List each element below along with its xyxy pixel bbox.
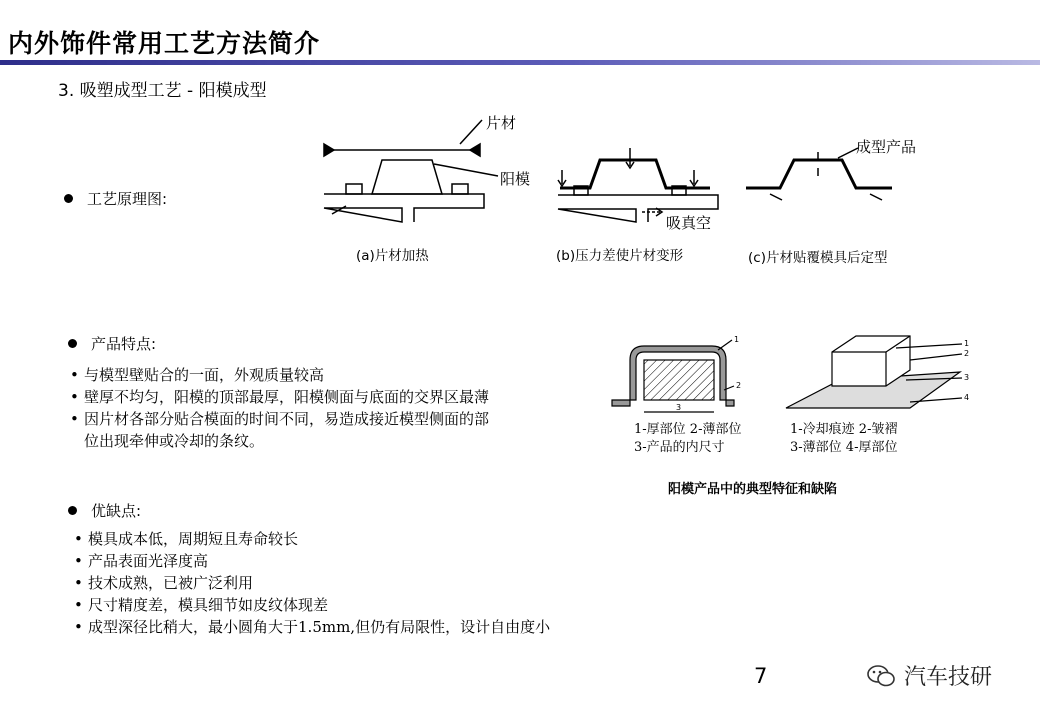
proscons-heading-text: 优缺点: [91, 502, 142, 520]
list-item: • 模具成本低，周期短且寿命较长 [74, 528, 550, 550]
mold-core-hatched [644, 360, 714, 400]
bullet-dot-icon [68, 506, 77, 515]
product-leader-line [838, 148, 858, 158]
male-mold-shape [372, 160, 442, 194]
edge-tick-right [870, 194, 882, 200]
legend-line: 1-厚部位 2-薄部位 [634, 422, 742, 437]
features-heading-text: 产品特点: [91, 335, 157, 353]
caption-c: (c)片材贴覆模具后定型 [748, 250, 888, 266]
edge-tick-left [770, 194, 782, 200]
mold-base [324, 194, 484, 222]
marker-2-left: 2 [736, 381, 742, 390]
principle-heading [64, 188, 167, 209]
clamp-left-icon [324, 144, 334, 156]
label-sheet: 片材 [486, 114, 517, 132]
features-heading [68, 333, 156, 354]
legend-line: 3-产品的内尺寸 [634, 440, 725, 455]
defects-caption: 阳模产品中的典型特征和缺陷 [668, 482, 838, 497]
features-continuation: 位出现牵伸或冷却的条纹。 [84, 432, 265, 450]
watermark-text: 汽车技研 [904, 665, 993, 690]
mold-leader-line [434, 164, 498, 176]
proscons-list [74, 528, 550, 638]
list-item: • 产品表面光泽度高 [74, 550, 550, 572]
marker-1-left: 1 [734, 335, 740, 344]
principle-heading-text: 工艺原理图: [87, 190, 168, 208]
features-list [70, 364, 489, 430]
mold-support-right [452, 184, 468, 194]
label-male-mold: 阳模 [500, 170, 531, 188]
page-number: 7 [754, 664, 768, 688]
formed-sheet-b [560, 160, 710, 188]
list-item: • 壁厚不均匀，阳模的顶部最厚，阳模侧面与底面的交界区最薄 [70, 386, 489, 408]
marker-1-right: 1 [964, 339, 970, 348]
legend-line: 1-冷却痕迹 2-皱褶 [790, 422, 898, 437]
wechat-icon [866, 663, 896, 689]
list-item: • 成型深径比稍大，最小圆角大于1.5mm,但仍有局限性，设计自由度小 [74, 616, 550, 638]
bullet-dot-icon [68, 339, 77, 348]
defect-right-legend [790, 421, 897, 457]
legend-line: 3-薄部位 4-厚部位 [790, 440, 898, 455]
list-item: • 尺寸精度差，模具细节如皮纹体现差 [74, 594, 550, 616]
list-item: • 技术成熟，已被广泛利用 [74, 572, 550, 594]
label-product: 成型产品 [856, 138, 917, 156]
defect-left-figure [612, 340, 734, 412]
page-title: 内外饰件常用工艺方法简介 [8, 29, 321, 58]
marker-3-left: 3 [676, 403, 682, 412]
watermark [866, 660, 992, 691]
proscons-heading [68, 500, 141, 521]
caption-b: (b)压力差使片材变形 [556, 248, 684, 264]
diagram-b [558, 148, 718, 222]
leader-r2 [910, 354, 962, 360]
label-vacuum: 吸真空 [666, 214, 712, 232]
caption-a: (a)片材加热 [356, 248, 429, 264]
bullet-dot-icon [64, 194, 73, 203]
formed-product-c [746, 160, 892, 188]
leader-1 [718, 340, 732, 350]
defect-left-legend [634, 421, 741, 457]
clamp-right-icon [470, 144, 480, 156]
diagram-a [324, 120, 498, 222]
sheet-leader-line [460, 120, 482, 144]
section-subtitle: 3. 吸塑成型工艺 - 阳模成型 [58, 81, 267, 101]
defect-right-figure [786, 336, 962, 408]
title-underline-bar [0, 60, 1040, 65]
mold-support-left [346, 184, 362, 194]
marker-4-right: 4 [964, 393, 970, 402]
marker-3-right: 3 [964, 373, 970, 382]
list-item: • 因片材各部分贴合模面的时间不同，易造成接近模型侧面的部 [70, 408, 489, 430]
list-item: • 与模型壁贴合的一面，外观质量较高 [70, 364, 489, 386]
marker-2-right: 2 [964, 349, 970, 358]
